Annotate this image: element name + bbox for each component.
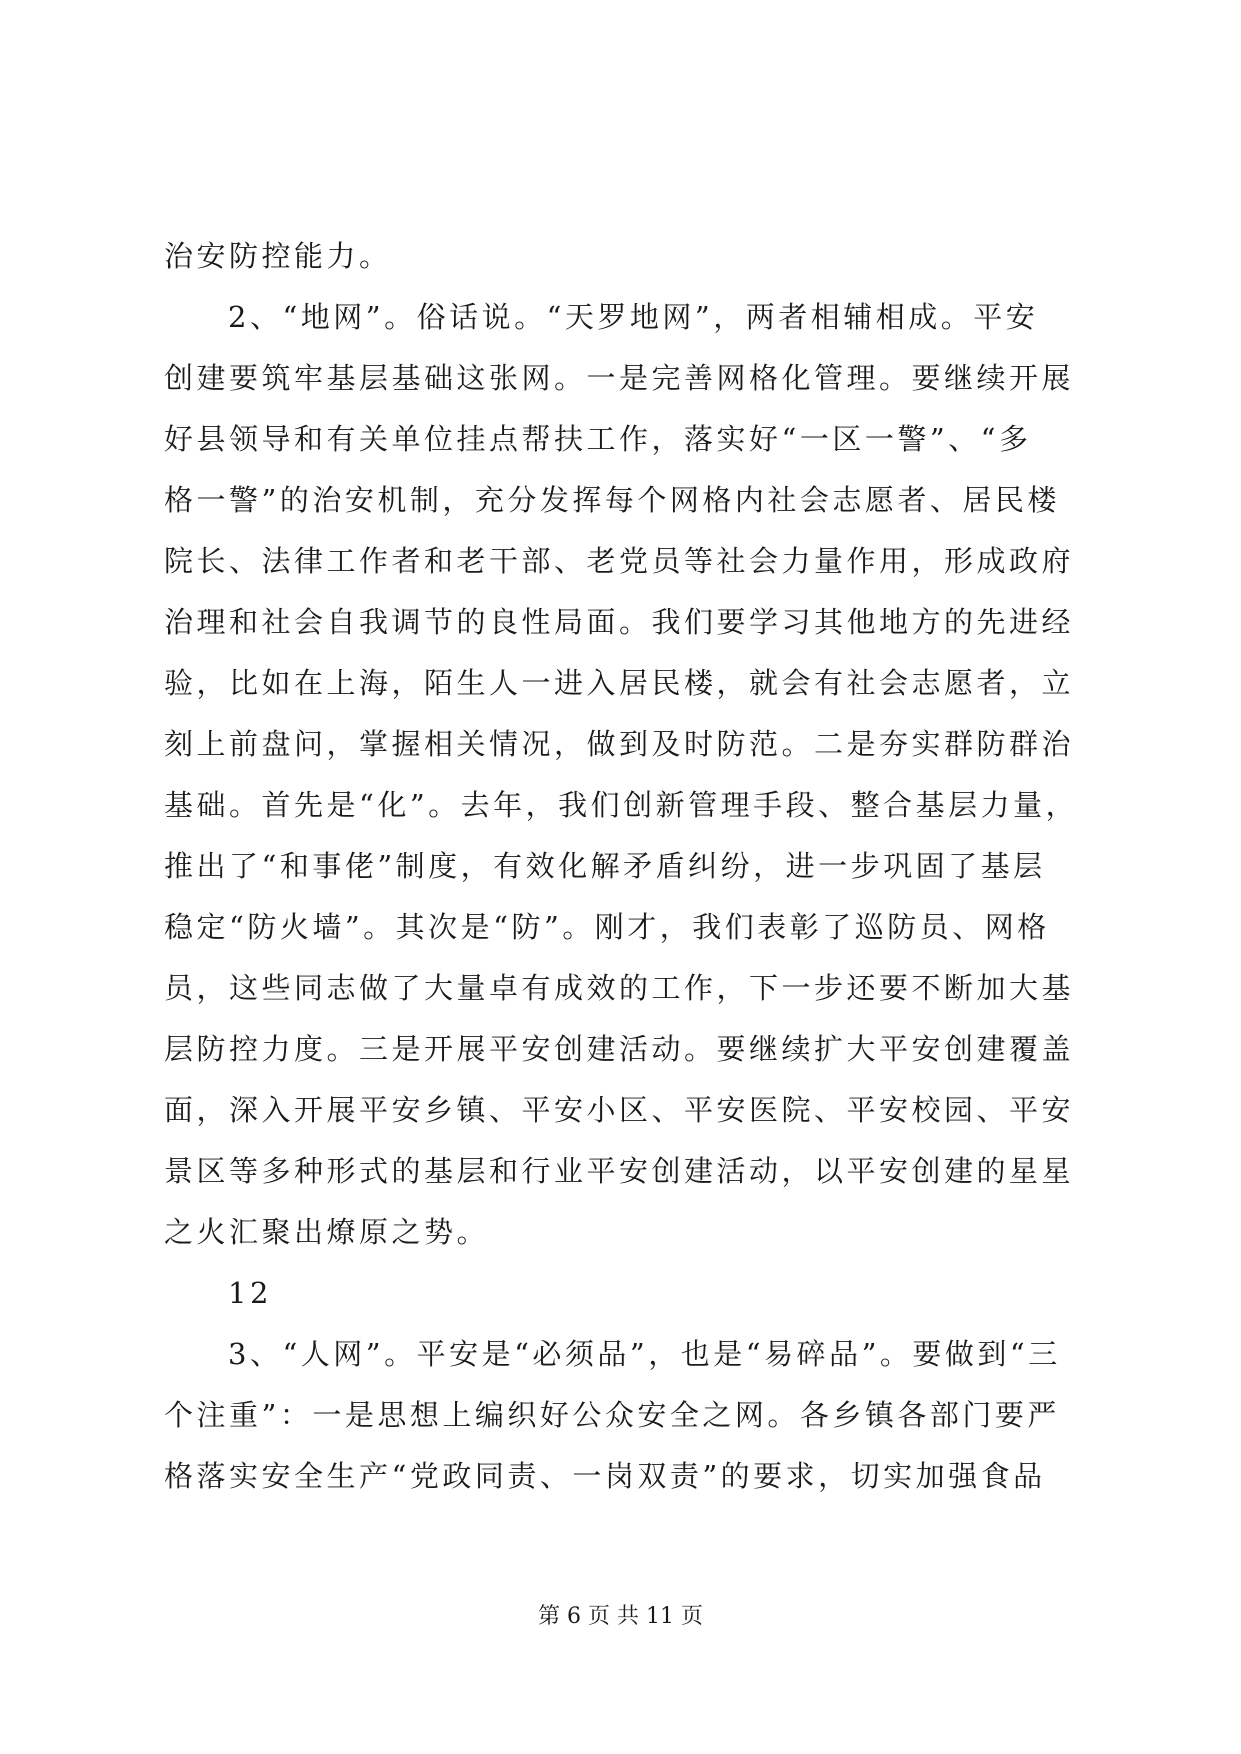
text-line: 治安防控能力。 <box>164 239 392 273</box>
text-line: 之火汇聚出燎原之势。 <box>164 1215 490 1249</box>
page-number-footer: 第 6 页 共 11 页 <box>538 1604 703 1629</box>
text-line: 好县领导和有关单位挂点帮扶工作，落实好“一区一警”、“多 <box>164 422 1032 456</box>
text-line: 创建要筑牢基层基础这张网。一是完善网格化管理。要继续开展 <box>164 361 1075 395</box>
text-line: 面，深入开展平安乡镇、平安小区、平安医院、平安校园、平安 <box>164 1093 1075 1127</box>
body-text <box>164 226 1084 1507</box>
text-line: 员，这些同志做了大量卓有成效的工作，下一步还要不断加大基 <box>164 971 1075 1005</box>
text-line: 格落实安全生产“党政同责、一岗双责”的要求，切实加强食品 <box>164 1459 1046 1493</box>
text-line: 刻上前盘问，掌握相关情况，做到及时防范。二是夯实群防群治 <box>164 727 1075 761</box>
text-line: 2、“地网”。俗话说。“天罗地网”，两者相辅相成。平安 <box>228 300 1039 334</box>
text-line: 治理和社会自我调节的良性局面。我们要学习其他地方的先进经 <box>164 605 1075 639</box>
text-line: 基础。首先是“化”。去年，我们创新管理手段、整合基层力量， <box>164 788 1079 822</box>
text-line: 稳定“防火墙”。其次是“防”。刚才，我们表彰了巡防员、网格 <box>164 910 1050 944</box>
text-line: 推出了“和事佬”制度，有效化解矛盾纠纷，进一步巩固了基层 <box>164 849 1046 883</box>
text-line: 验，比如在上海，陌生人一进入居民楼，就会有社会志愿者，立 <box>164 666 1075 700</box>
text-line: 格一警”的治安机制，充分发挥每个网格内社会志愿者、居民楼 <box>164 483 1060 517</box>
text-line: 12 <box>228 1276 272 1310</box>
text-line: 院长、法律工作者和老干部、老党员等社会力量作用，形成政府 <box>164 544 1075 578</box>
text-line: 个注重”：一是思想上编织好公众安全之网。各乡镇各部门要严 <box>164 1398 1060 1432</box>
text-line: 层防控力度。三是开展平安创建活动。要继续扩大平安创建覆盖 <box>164 1032 1075 1066</box>
text-line: 3、“人网”。平安是“必须品”，也是“易碎品”。要做到“三 <box>228 1337 1061 1371</box>
text-line: 景区等多种形式的基层和行业平安创建活动，以平安创建的星星 <box>164 1154 1075 1188</box>
